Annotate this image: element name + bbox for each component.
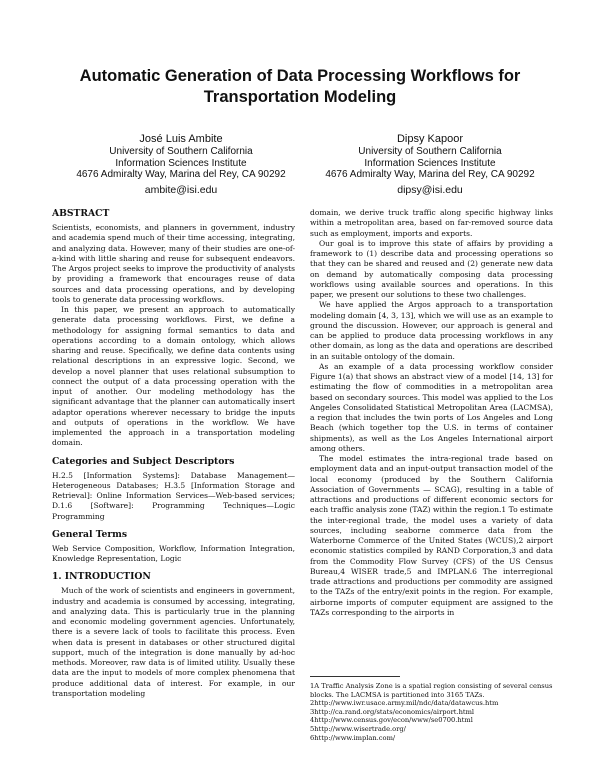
- general-terms-heading: General Terms: [52, 528, 128, 540]
- body-paragraph-1: domain, we derive truck traffic along specific highway links within a metropolitan area, based on far-removed source data such as employment, imports and exports.: [310, 208, 553, 238]
- body-paragraph-2: Our goal is to improve this state of affairs by providing a framework to (1) describe data and processing operations so that they can be shared and reused and (2) generate new data on demand by automatically composing data processing workflows using available sources and operations. In this paper, we present our solutions to these two challenges.: [310, 238, 553, 299]
- introduction-heading: 1. INTRODUCTION: [52, 571, 151, 583]
- title-line-2: Transportation Modeling: [203, 88, 397, 106]
- footnote-5: 5http://www.wisertrade.org/: [310, 724, 406, 733]
- paper-title: [40, 66, 560, 108]
- footnote-rule: [310, 676, 400, 677]
- abstract-paragraph-1: Scientists, economists, and planners in government, industry and academia spend much of their time accessing, integrating, and analyzing data. However, many of their studies are one-of-a-kind with little sharing and reuse for subsequent endeavors. The Argos project seeks to improve the productivity of analysts by providing a framework that encourages reuse of data sources and data processing operations, and by developing tools to generate data processing workflows.: [52, 223, 295, 304]
- author-address: 4676 Admiralty Way, Marina del Rey, CA 90292: [325, 169, 535, 180]
- author-name: Dipsy Kapoor: [396, 133, 464, 145]
- footnote-1: 1A Traffic Analysis Zone is a spatial region consisting of several census blocks. The LACMSA is partitioned into 3165 TAZs.: [310, 682, 553, 699]
- footnotes: [310, 682, 553, 742]
- author-name: José Luis Ambite: [139, 133, 223, 145]
- author-institute: Information Sciences Institute: [364, 157, 496, 169]
- abstract-paragraph-2: In this paper, we present an approach to automatically generate data processing workflows. First, we define a methodology for assigning formal semantics to data and operations according to a domain ontology, which allows sharing and reuse. Specifically, we define data contents using relational descriptions in an expressive logic. Second, we develop a novel planner that uses relational subsumption to connect the output of a data processing operation with the input of another. Our modeling methodology has the significant advantage that the planner can automatically insert adaptor operations wherever necessary to bridge the inputs and outputs of operations in the workflow. We have implemented the approach in a transportation modeling domain.: [52, 305, 295, 448]
- right-column: [310, 208, 553, 618]
- title-line-1: Automatic Generation of Data Processing Workflows for: [79, 67, 521, 85]
- body-paragraph-3: We have applied the Argos approach to a transportation modeling domain [4, 3, 13], which we will use as an example to ground the discussion. However, our approach is general and can be applied to produce data processing workflows in any other domain, as long as the data and operations are described in an suitable ontology of the domain.: [310, 300, 553, 361]
- footnote-3: 3http://ca.rand.org/stats/economics/airport.html: [310, 707, 475, 716]
- author-affiliation: University of Southern California: [109, 146, 253, 157]
- abstract-heading: ABSTRACT: [52, 208, 110, 219]
- body-paragraph-4: As an example of a data processing workflow consider Figure 1(a) that shows an abstract view of a model [14, 13] for estimating the flow of commodities in a metropolitan area based on secondary sources. This model was applied to the Los Angeles Consolidated Statistical Metropolitan Area (LACMSA), a region that includes the twin ports of Los Angeles and Long Beach (which together top the U.S. in terms of container shipments), as well as the Los Angeles International airport among others.: [310, 361, 553, 453]
- author-block-1: [56, 133, 306, 196]
- author-email: dipsy@isi.edu: [397, 183, 463, 196]
- author-block-2: [305, 133, 555, 196]
- body-paragraph-5: The model estimates the intra-regional trade based on employment data and an input-output transaction model of the local economy (produced by the Southern California Association of Governments — SCAG), resulting in a table of attractions and productions of different economic sectors for each traffic analysis zone (TAZ) within the region.1 To estimate the inter-regional trade, the model uses a variety of data sources, including seaborne commerce data from the Waterborne Commerce of the United States (WCUS),2 airport economic statistics compiled by RAND Corporation,3 and data from the Commodity Flow Survey (CFS) of the US Census Bureau,4 WISER trade,5 and IMPLAN.6 The interregional trade attractions and productions per commodity are assigned to the TAZs of the entry/exit points in the region. For example, airborne imports of computer equipment are assigned to the TAZs corresponding to the airports in: [310, 454, 553, 617]
- author-affiliation: University of Southern California: [358, 146, 502, 157]
- footnote-2: 2http://www.iwr.usace.army.mil/ndc/data/datawcus.htm: [310, 699, 499, 708]
- left-column: [52, 208, 295, 699]
- categories-heading: Categories and Subject Descriptors: [52, 455, 235, 467]
- author-institute: Information Sciences Institute: [115, 157, 247, 169]
- introduction-paragraph-1: Much of the work of scientists and engineers in government, industry and academia is consumed by accessing, integrating, and analyzing data. This is particularly true in the planning and economic modeling government agencies. Unfortunately, there is a severe lack of tools to facilitate this process. Even when data is present in databases or other structured digital support, much of the integration is done manually by ad-hoc methods. Moreover, raw data is of limited utility. Usually these data are the input to models of more complex phenomena that produce additional data of interest. For example, in our transportation modeling: [52, 586, 295, 698]
- categories-text: H.2.5 [Information Systems]: Database Management—Heterogeneous Databases; H.3.5 [Information Storage and Retrieval]: Online Information Services—Web-based services; D.1.6 [Software]: Programming Techniques—Logic Programming: [52, 470, 295, 521]
- footnote-6: 6http://www.implan.com/: [310, 733, 396, 742]
- footnote-4: 4http://www.census.gov/econ/www/se0700.html: [310, 716, 473, 725]
- general-terms-text: Web Service Composition, Workflow, Information Integration, Knowledge Representation, Logic: [52, 543, 295, 563]
- author-email: ambite@isi.edu: [144, 183, 218, 196]
- author-address: 4676 Admiralty Way, Marina del Rey, CA 90292: [76, 169, 286, 180]
